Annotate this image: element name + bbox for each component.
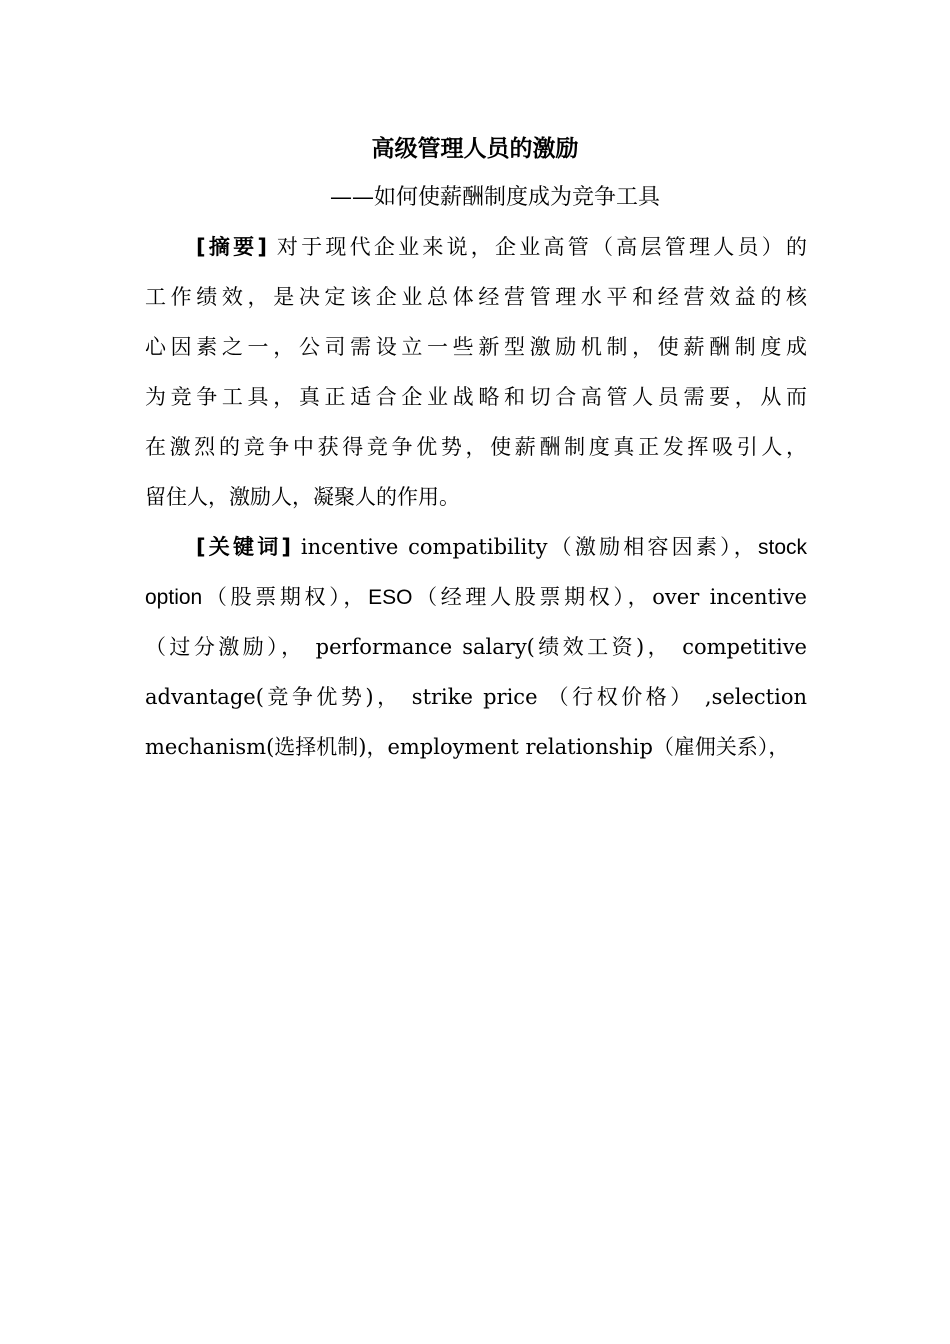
keywords-line-3: （过分激励）， performance salary(绩效工资)， competitive [145,635,807,659]
document-title: 高级管理人员的激励 [371,136,579,162]
keywords-text-1b: stock [757,536,807,559]
keywords-line-4: advantage(竞争优势)， strike price （行权价格） ,selection [145,685,807,709]
abstract-line-1 [196,232,807,262]
abstract-line-4: 为竞争工具，真正适合企业战略和切合高管人员需要，从而 [145,385,807,409]
keywords-line-5: mechanism(选择机制)，employment relationship（雇佣关系）， [145,735,790,759]
keywords-label: [关键词] [196,535,291,559]
abstract-line-2: 工作绩效，是决定该企业总体经营管理水平和经营效益的核 [145,285,807,309]
document-subtitle: ——如何使薪酬制度成为竞争工具 [330,185,661,210]
abstract-text-1: 对于现代企业来说，企业高管（高层管理人员）的 [266,235,807,259]
abstract-line-3: 心因素之一，公司需设立一些新型激励机制，使薪酬制度成 [145,335,807,359]
keywords-text-2a: option [145,586,203,609]
abstract-label: [摘要] [196,235,267,259]
abstract-line-5: 在激烈的竞争中获得竞争优势，使薪酬制度真正发挥吸引人， [145,435,807,459]
keywords-line-1 [196,532,807,563]
keywords-text-1a: incentive compatibility（激励相容因素）， [291,535,758,559]
keywords-text-2c: ESO [368,586,413,609]
keywords-line-2 [145,582,807,613]
keywords-text-2d: （经理人股票期权），over incentive [412,585,807,609]
keywords-text-2b: （股票期权）， [202,585,369,609]
abstract-line-6: 留住人，激励人，凝聚人的作用。 [145,485,460,509]
